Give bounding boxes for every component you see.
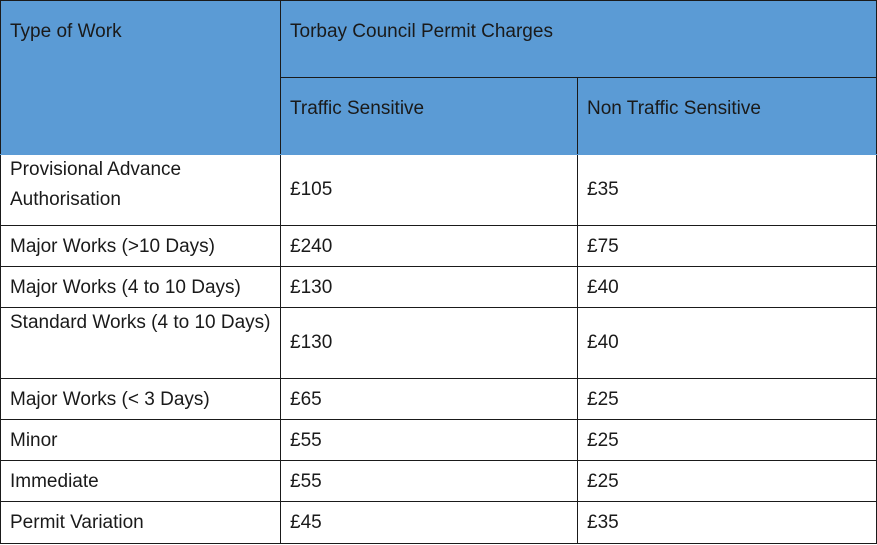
header-permit-charges: Torbay Council Permit Charges — [281, 1, 877, 78]
non-traffic-sensitive-charge: £25 — [578, 420, 877, 461]
table-header — [1, 1, 877, 155]
traffic-sensitive-charge: £130 — [281, 267, 578, 308]
non-traffic-sensitive-charge: £40 — [578, 308, 877, 379]
non-traffic-sensitive-charge: £75 — [578, 226, 877, 267]
non-traffic-sensitive-charge: £25 — [578, 379, 877, 420]
table-row — [1, 267, 877, 308]
type-of-work-cell: Minor — [1, 420, 281, 461]
header-non-traffic-sensitive: Non Traffic Sensitive — [578, 78, 877, 155]
table-row — [1, 308, 877, 379]
type-of-work-cell: Provisional Advance Authorisation — [1, 155, 281, 226]
type-of-work-cell: Major Works (4 to 10 Days) — [1, 267, 281, 308]
non-traffic-sensitive-charge: £35 — [578, 502, 877, 544]
non-traffic-sensitive-charge: £40 — [578, 267, 877, 308]
traffic-sensitive-charge: £65 — [281, 379, 578, 420]
traffic-sensitive-charge: £45 — [281, 502, 578, 544]
table-row — [1, 226, 877, 267]
non-traffic-sensitive-charge: £35 — [578, 155, 877, 226]
table-row — [1, 420, 877, 461]
type-of-work-cell: Permit Variation — [1, 502, 281, 544]
table-body — [1, 155, 877, 544]
type-of-work-cell: Standard Works (4 to 10 Days) — [1, 308, 281, 379]
table-row — [1, 461, 877, 502]
table-row — [1, 502, 877, 544]
table-row — [1, 379, 877, 420]
traffic-sensitive-charge: £55 — [281, 461, 578, 502]
type-of-work-cell: Major Works (< 3 Days) — [1, 379, 281, 420]
traffic-sensitive-charge: £240 — [281, 226, 578, 267]
type-of-work-cell: Major Works (>10 Days) — [1, 226, 281, 267]
traffic-sensitive-charge: £105 — [281, 155, 578, 226]
header-type-of-work: Type of Work — [1, 1, 281, 155]
table-row — [1, 155, 877, 226]
traffic-sensitive-charge: £130 — [281, 308, 578, 379]
type-of-work-cell: Immediate — [1, 461, 281, 502]
non-traffic-sensitive-charge: £25 — [578, 461, 877, 502]
traffic-sensitive-charge: £55 — [281, 420, 578, 461]
header-traffic-sensitive: Traffic Sensitive — [281, 78, 578, 155]
header-row-top — [1, 1, 877, 78]
